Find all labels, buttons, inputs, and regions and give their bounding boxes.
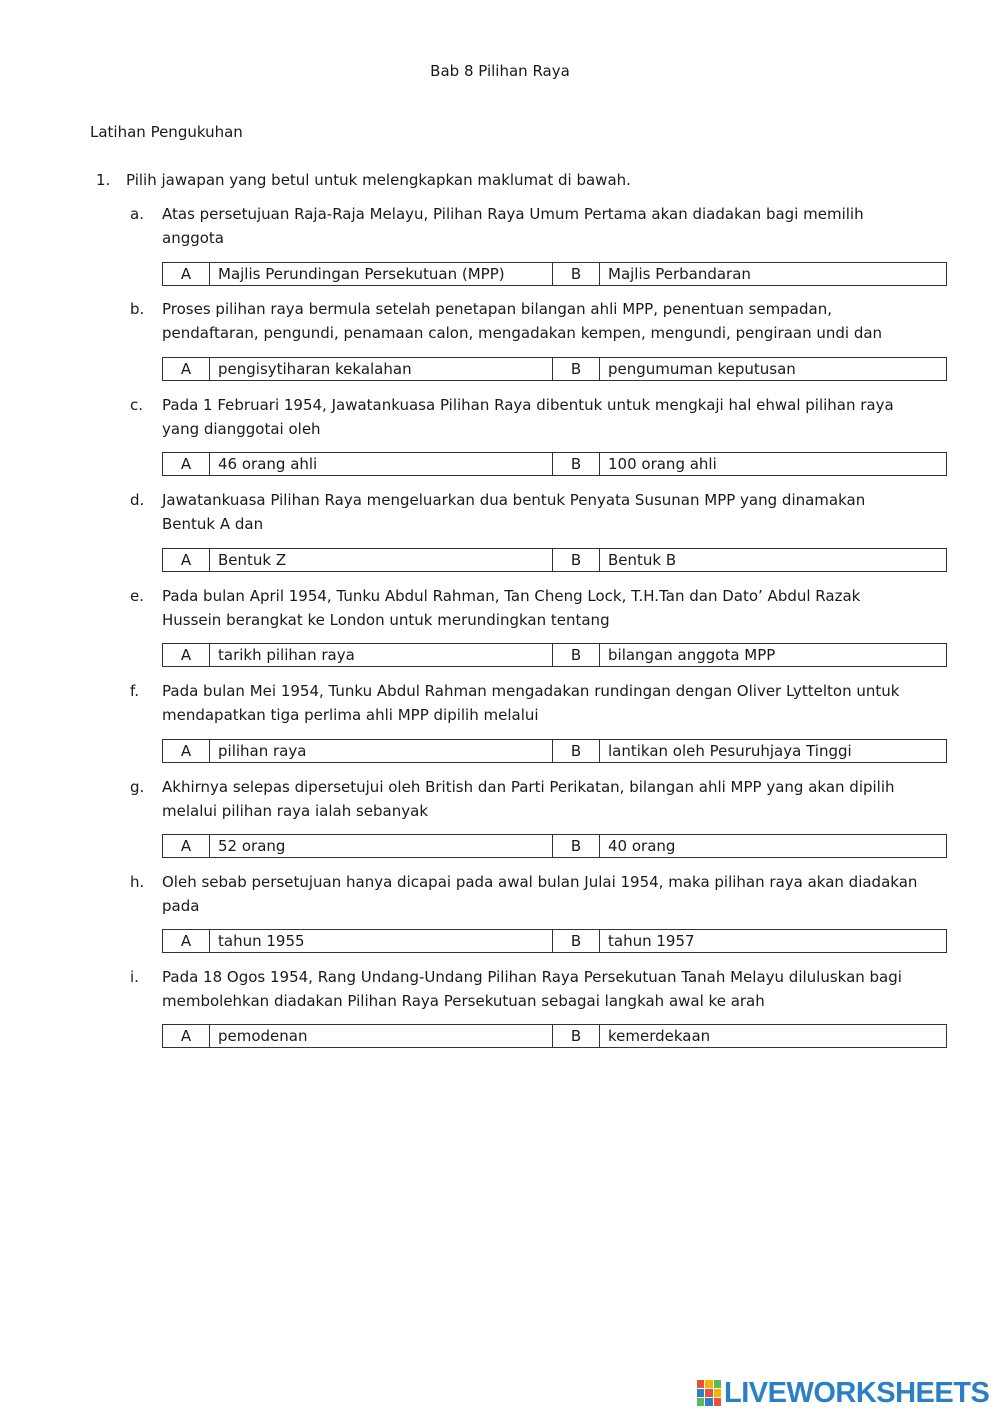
option-b-label[interactable]: B — [553, 1025, 600, 1048]
option-b-text[interactable]: pengumuman keputusan — [600, 358, 947, 381]
option-b-text[interactable]: bilangan anggota MPP — [600, 644, 947, 667]
option-b-text[interactable]: Majlis Perbandaran — [600, 263, 947, 286]
option-b-text[interactable]: kemerdekaan — [600, 1025, 947, 1048]
question-text: Proses pilihan raya bermula setelah penetapan bilangan ahli MPP, penentuan sempadan, pendaftaran, pengundi, penamaan calon, mengadakan kempen, mengundi, pengiraan undi dan — [162, 300, 883, 342]
question-text: Pada bulan Mei 1954, Tunku Abdul Rahman mengadakan rundingan dengan Oliver Lyttelton untuk mendapatkan tiga perlima ahli MPP dipilih melalui — [162, 682, 900, 724]
question-letter: b. — [130, 300, 145, 318]
options-table-b — [162, 357, 947, 381]
options-table-d — [162, 548, 947, 572]
question-g — [130, 776, 920, 823]
option-a-text[interactable]: Majlis Perundingan Persekutuan (MPP) — [210, 263, 553, 286]
option-a-label[interactable]: A — [163, 453, 210, 476]
question-letter: c. — [130, 396, 144, 414]
option-b-label[interactable]: B — [553, 835, 600, 858]
option-a-label[interactable]: A — [163, 835, 210, 858]
question-i — [130, 966, 920, 1013]
option-b-text[interactable]: 100 orang ahli — [600, 453, 947, 476]
instruction-text: Pilih jawapan yang betul untuk melengkapkan maklumat di bawah. — [126, 171, 631, 189]
question-letter: d. — [130, 491, 145, 509]
question-b — [130, 298, 920, 345]
option-b-label[interactable]: B — [553, 358, 600, 381]
liveworksheets-logo — [697, 1378, 989, 1408]
option-b-label[interactable]: B — [553, 453, 600, 476]
option-a-text[interactable]: 46 orang ahli — [210, 453, 553, 476]
option-a-text[interactable]: 52 orang — [210, 835, 553, 858]
options-table-e — [162, 643, 947, 667]
option-b-label[interactable]: B — [553, 644, 600, 667]
question-text: Pada 1 Februari 1954, Jawatankuasa Pilihan Raya dibentuk untuk mengkaji hal ehwal pilihan raya yang dianggotai oleh — [162, 396, 894, 438]
logo-square — [714, 1389, 721, 1397]
question-letter: g. — [130, 778, 145, 796]
question-text: Akhirnya selepas dipersetujui oleh British dan Parti Perikatan, bilangan ahli MPP yang akan dipilih melalui pilihan raya ialah sebanyak — [162, 778, 895, 820]
option-b-label[interactable]: B — [553, 263, 600, 286]
question-instruction — [96, 171, 631, 189]
option-b-label[interactable]: B — [553, 549, 600, 572]
question-a — [130, 203, 920, 250]
question-c — [130, 394, 920, 441]
page-title: Bab 8 Pilihan Raya — [430, 62, 570, 80]
option-a-text[interactable]: pilihan raya — [210, 740, 553, 763]
logo-square — [697, 1389, 704, 1397]
option-b-text[interactable]: 40 orang — [600, 835, 947, 858]
logo-square — [697, 1398, 704, 1406]
question-letter: h. — [130, 873, 145, 891]
question-e — [130, 585, 920, 632]
logo-square — [697, 1380, 704, 1388]
option-b-label[interactable]: B — [553, 740, 600, 763]
option-a-label[interactable]: A — [163, 1025, 210, 1048]
question-text: Jawatankuasa Pilihan Raya mengeluarkan dua bentuk Penyata Susunan MPP yang dinamakan Bentuk A dan — [162, 491, 866, 533]
logo-square — [705, 1398, 712, 1406]
option-b-text[interactable]: Bentuk B — [600, 549, 947, 572]
option-a-label[interactable]: A — [163, 358, 210, 381]
option-a-text[interactable]: tahun 1955 — [210, 930, 553, 953]
logo-text: LIVEWORKSHEETS — [724, 1376, 990, 1409]
options-table-g — [162, 834, 947, 858]
question-h — [130, 871, 920, 918]
option-a-text[interactable]: pengisytiharan kekalahan — [210, 358, 553, 381]
options-table-c — [162, 452, 947, 476]
option-b-text[interactable]: lantikan oleh Pesuruhjaya Tinggi — [600, 740, 947, 763]
question-letter: a. — [130, 205, 144, 223]
question-letter: e. — [130, 587, 144, 605]
option-a-label[interactable]: A — [163, 549, 210, 572]
option-a-text[interactable]: Bentuk Z — [210, 549, 553, 572]
question-number: 1. — [96, 171, 111, 189]
logo-square — [705, 1389, 712, 1397]
question-d — [130, 489, 920, 536]
question-letter: i. — [130, 968, 139, 986]
option-a-label[interactable]: A — [163, 740, 210, 763]
liveworksheets-logo-icon — [697, 1380, 721, 1406]
question-f — [130, 680, 920, 727]
question-text: Atas persetujuan Raja-Raja Melayu, Pilihan Raya Umum Pertama akan diadakan bagi memilih anggota — [162, 205, 864, 247]
logo-square — [714, 1398, 721, 1406]
question-text: Oleh sebab persetujuan hanya dicapai pada awal bulan Julai 1954, maka pilihan raya akan diadakan pada — [162, 873, 918, 915]
question-letter: f. — [130, 682, 139, 700]
options-table-a — [162, 262, 947, 286]
option-a-label[interactable]: A — [163, 263, 210, 286]
logo-square — [714, 1380, 721, 1388]
option-a-text[interactable]: pemodenan — [210, 1025, 553, 1048]
question-text: Pada 18 Ogos 1954, Rang Undang-Undang Pilihan Raya Persekutuan Tanah Melayu diluluskan bagi membolehkan diadakan Pilihan Raya Persekutuan sebagai langkah awal ke arah — [162, 968, 902, 1010]
option-a-label[interactable]: A — [163, 930, 210, 953]
options-table-h — [162, 929, 947, 953]
logo-square — [705, 1380, 712, 1388]
option-b-text[interactable]: tahun 1957 — [600, 930, 947, 953]
option-a-label[interactable]: A — [163, 644, 210, 667]
options-table-i — [162, 1024, 947, 1048]
option-b-label[interactable]: B — [553, 930, 600, 953]
question-text: Pada bulan April 1954, Tunku Abdul Rahman, Tan Cheng Lock, T.H.Tan dan Dato’ Abdul Razak Hussein berangkat ke London untuk merundingkan tentang — [162, 587, 861, 629]
options-table-f — [162, 739, 947, 763]
section-title: Latihan Pengukuhan — [90, 123, 243, 141]
option-a-text[interactable]: tarikh pilihan raya — [210, 644, 553, 667]
